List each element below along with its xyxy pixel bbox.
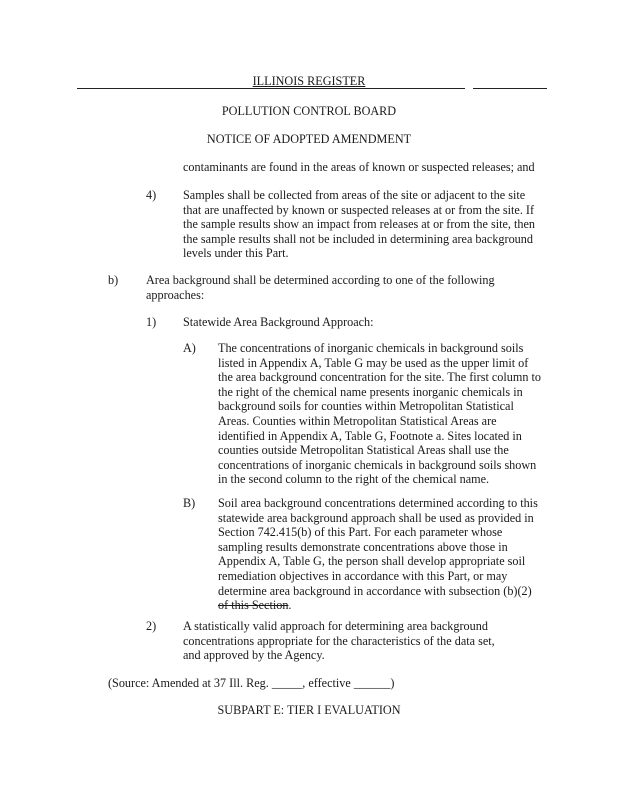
item-b-label: b)	[108, 273, 119, 287]
subpart-heading: SUBPART E: TIER I EVALUATION	[217, 703, 401, 717]
item-b1-label: 1)	[146, 315, 157, 329]
board-name: POLLUTION CONTROL BOARD	[221, 104, 397, 118]
header-rule-left	[77, 88, 465, 89]
notice-title: NOTICE OF ADOPTED AMENDMENT	[206, 132, 412, 146]
register-title: ILLINOIS REGISTER	[252, 74, 366, 88]
item-b1-text: Statewide Area Background Approach:	[183, 315, 374, 329]
item-B-text: Soil area background concentrations determined according to this statewide area background approach shall be used as provided in Section 742.415(b) of this Part. For each parameter whose sampling results demonstrate concentrations above those in Appendix A, Table G, the person shall develop appropriate soil remediation objectives in accordance with this Part, or may determine area background in accordance with subsection (b)(2) of this Section.	[218, 496, 538, 613]
item-4-text: Samples shall be collected from areas of the site or adjacent to the site that are unaffected by known or suspected releases at or from the site. If the sample results show an impact from releases at or from the site, then the sample results shall not be included in determining area background levels under this Part.	[183, 188, 535, 261]
header-rule-right	[473, 88, 547, 89]
item-4-label: 4)	[146, 188, 157, 202]
item-A-label: A)	[183, 341, 196, 355]
struck-text: of this Section	[218, 598, 289, 613]
item-b-text: Area background shall be determined according to one of the following approaches:	[146, 273, 495, 302]
item-A-text: The concentrations of inorganic chemicals in background soils listed in Appendix A, Table G may be used as the upper limit of the area background concentration for the site. The first column to the right of the chemical name presents inorganic chemicals in background soils for counties within Metropolitan Statistical Areas. Counties within Metropolitan Statistical Areas are identified in Appendix A, Table G, Footnote a. Sites located in counties outside Metropolitan Statistical Areas shall use the concentrations of inorganic chemicals in background soils shown in the second column to the right of the chemical name.	[218, 341, 541, 487]
item-b2-text: A statistically valid approach for determining area background concentrations appropriate for the characteristics of the data set, and approved by the Agency.	[183, 619, 495, 663]
item-b2-label: 2)	[146, 619, 157, 633]
continuation-text: contaminants are found in the areas of known or suspected releases; and	[183, 160, 535, 174]
source-note: (Source: Amended at 37 Ill. Reg. _____, effective ______)	[108, 676, 395, 690]
item-B-label: B)	[183, 496, 196, 510]
